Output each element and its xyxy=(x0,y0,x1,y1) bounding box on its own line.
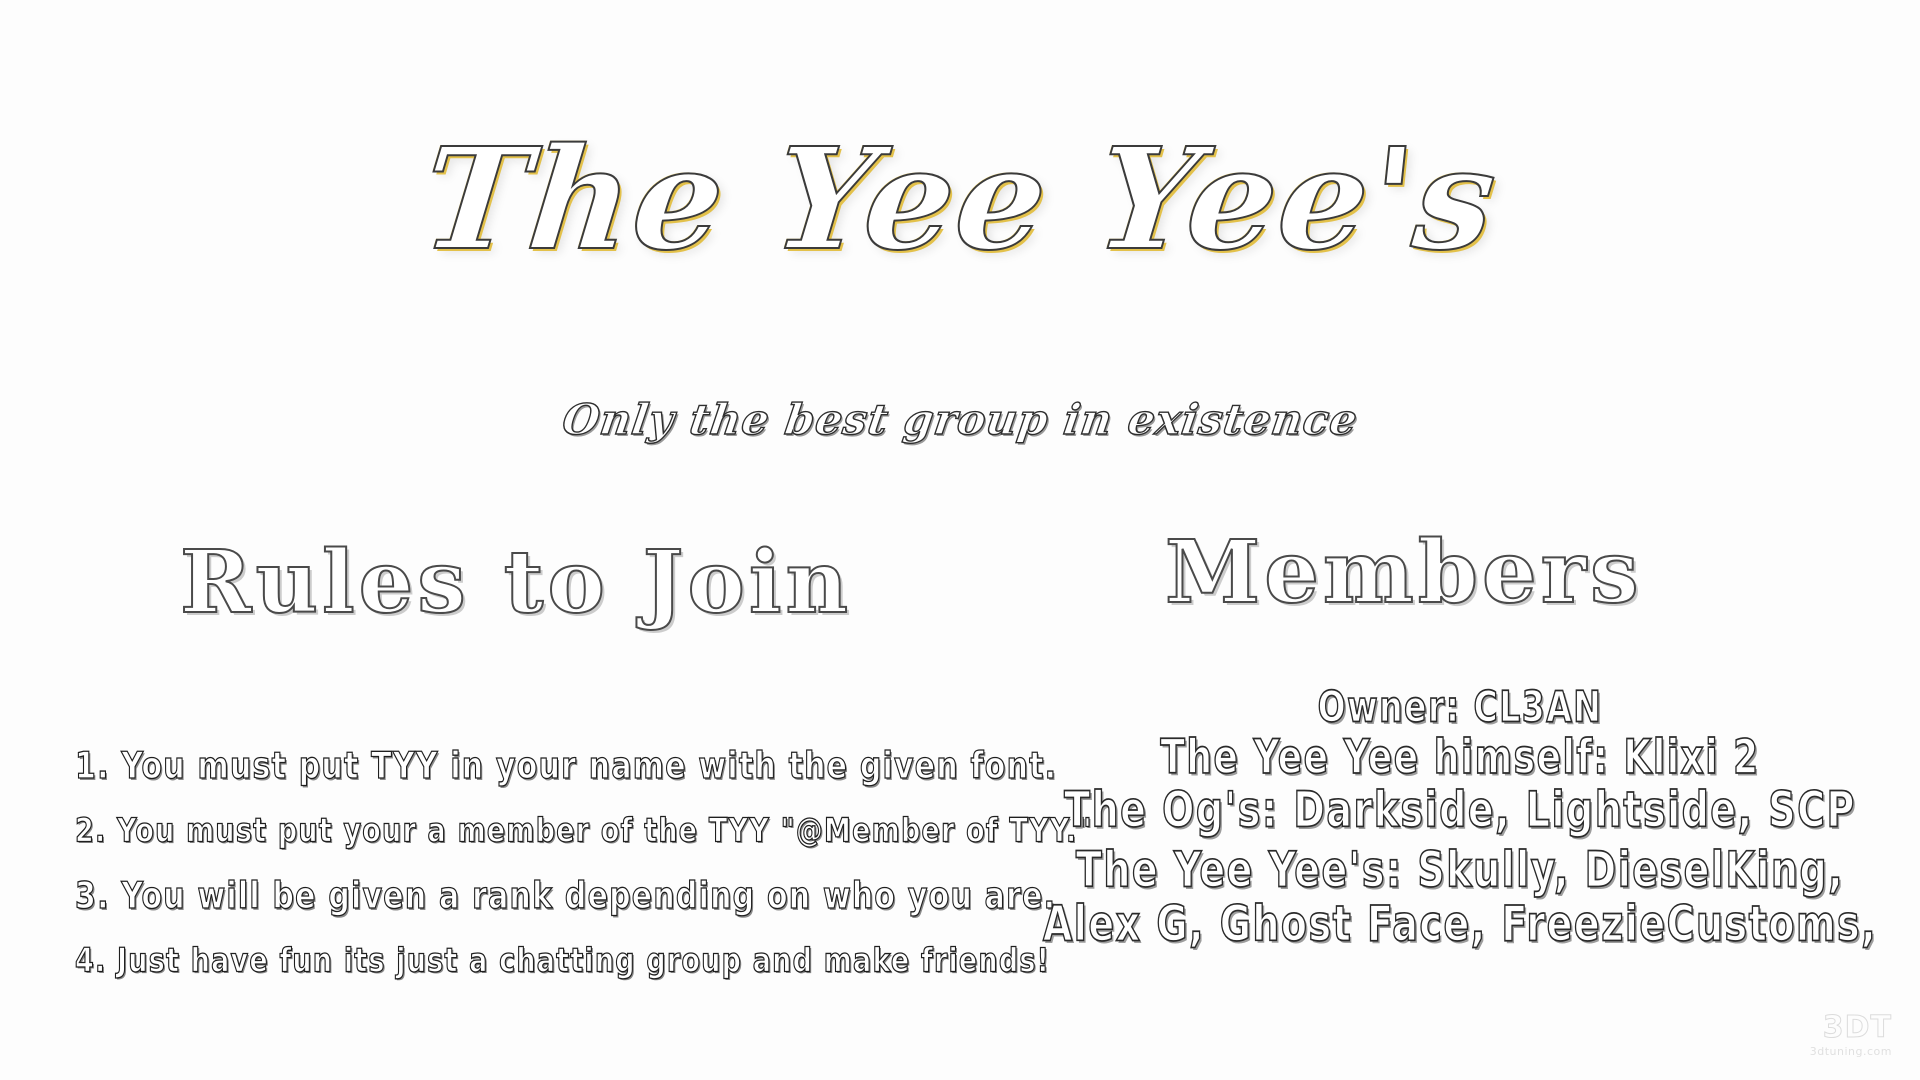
list-item: 4. Just have fun its just a chatting group and make friends! xyxy=(75,942,1051,980)
page-subtitle: Only the best group in existence xyxy=(559,395,1361,444)
subtitle-area xyxy=(0,395,1920,444)
rules-list xyxy=(75,745,1093,1005)
members-heading: Members xyxy=(1165,522,1643,623)
list-item: The Yee Yee himself: Klixi 2 xyxy=(1160,731,1760,785)
watermark-url: 3dtuning.com xyxy=(1809,1045,1892,1058)
list-item: The Og's: Darkside, Lightside, SCP xyxy=(1064,781,1856,839)
title-area xyxy=(0,118,1920,282)
page-title: The Yee Yee's xyxy=(415,118,1505,282)
list-item: The Yee Yee's: Skully, DieselKing, xyxy=(1075,841,1845,899)
list-item: 2. You must put your a member of the TYY "@Member of TYY." xyxy=(75,812,1093,850)
list-item: Owner: CL3AN xyxy=(1317,681,1603,732)
list-item: 3. You will be given a rank depending on who you are. xyxy=(75,875,1057,918)
members-list xyxy=(1020,681,1900,953)
watermark xyxy=(1809,1010,1892,1058)
list-item: 1. You must put TYY in your name with the given font. xyxy=(75,745,1058,788)
watermark-logo: 3DT xyxy=(1822,1010,1892,1045)
rules-heading: Rules to Join xyxy=(180,532,853,633)
list-item: Alex G, Ghost Face, FreezieCustoms, xyxy=(1042,895,1878,953)
